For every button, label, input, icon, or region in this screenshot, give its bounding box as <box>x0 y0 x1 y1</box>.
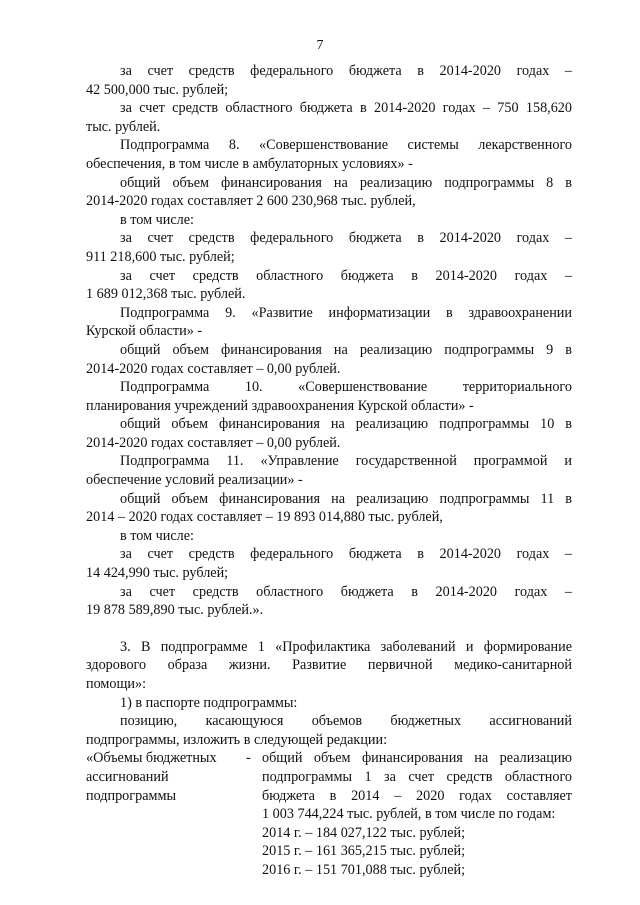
paragraph-line: 1 689 012,368 тыс. рублей. <box>86 286 246 303</box>
table-right-line: 2014 г. – 184 027,122 тыс. рублей; <box>262 824 466 841</box>
paragraph-line: подпрограммы, изложить в следующей редакции: <box>86 731 388 748</box>
table-right-column <box>262 749 572 879</box>
subprogram-11-federal: за счет средств федерального бюджета в 2014-2020 годах – <box>120 546 572 563</box>
paragraph-line: 2014-2020 годах составляет 2 600 230,968 тыс. рублей, <box>86 193 416 210</box>
table-right-line: подпрограммы 1 за счет средств областного <box>262 768 572 785</box>
paragraph-line: 2014-2020 годах составляет – 0,00 рублей. <box>86 434 341 451</box>
section-spacer <box>86 620 572 638</box>
subprogram-9-total: общий объем финансирования на реализацию подпрограммы 9 в <box>120 341 572 358</box>
paragraph-line: помощи»: <box>86 676 147 692</box>
subprogram-11-total: общий объем финансирования на реализацию подпрограммы 11 в <box>120 490 572 507</box>
including-label: в том числе: <box>120 527 194 544</box>
subprogram-11-regional: за счет средств областного бюджета в 2014-2020 годах – <box>120 583 572 600</box>
budget-allocation-table <box>86 749 572 879</box>
paragraph-line: 2014-2020 годах составляет – 0,00 рублей. <box>86 360 341 377</box>
subprogram-10-title: Подпрограмма 10. «Совершенствование территориального <box>120 379 572 396</box>
paragraph-line: 42 500,000 тыс. рублей; <box>86 81 229 98</box>
document-body <box>86 62 572 880</box>
table-left-line: подпрограммы <box>86 787 176 804</box>
subprogram-8-title: Подпрограмма 8. «Совершенствование системы лекарственного <box>120 137 572 154</box>
including-label: в том числе: <box>120 211 194 228</box>
subprogram-8-total: общий объем финансирования на реализацию подпрограммы 8 в <box>120 174 572 191</box>
page-number: 7 <box>316 38 324 53</box>
position-paragraph: позицию, касающуюся объемов бюджетных ассигнований <box>120 713 572 730</box>
paragraph-line: 14 424,990 тыс. рублей; <box>86 565 229 582</box>
paragraph-line: здорового образа жизни. Развитие первичной медико-санитарной <box>86 657 572 674</box>
table-left-column <box>86 749 246 879</box>
table-dash: - <box>246 750 251 767</box>
item-1-passport: 1) в паспорте подпрограммы: <box>120 694 298 711</box>
subprogram-10-total: общий объем финансирования на реализацию подпрограммы 10 в <box>120 416 572 433</box>
table-left-line: «Объемы бюджетных <box>86 750 217 767</box>
paragraph-line: 2014 – 2020 годах составляет – 19 893 014,880 тыс. рублей, <box>86 509 443 526</box>
paragraph-line: планирования учреждений здравоохранения Курской области» - <box>86 397 474 414</box>
paragraph-line: обеспечения, в том числе в амбулаторных условиях» - <box>86 155 413 172</box>
table-right-line: бюджета в 2014 – 2020 годах составляет <box>262 787 572 804</box>
table-right-line: 1 003 744,224 тыс. рублей, в том числе по годам: <box>262 806 556 823</box>
paragraph-line: обеспечение условий реализации» - <box>86 472 303 489</box>
subprogram-9-title: Подпрограмма 9. «Развитие информатизации в здравоохранении <box>120 304 572 321</box>
paragraph-regional-budget-7: за счет средств областного бюджета в 2014-2020 годах – 750 158,620 <box>120 100 572 117</box>
table-right-line: 2016 г. – 151 701,088 тыс. рублей; <box>262 861 466 878</box>
subprogram-11-title: Подпрограмма 11. «Управление государственной программой и <box>120 453 572 470</box>
paragraph-federal-budget-7: за счет средств федерального бюджета в 2014-2020 годах – <box>120 63 572 79</box>
subprogram-8-regional: за счет средств областного бюджета в 2014-2020 годах – <box>120 267 572 284</box>
table-right-line: 2015 г. – 161 365,215 тыс. рублей; <box>262 843 466 860</box>
paragraph-line: Курской области» - <box>86 323 203 340</box>
table-left-line: ассигнований <box>86 768 169 785</box>
paragraph-line: 911 218,600 тыс. рублей; <box>86 248 235 265</box>
subprogram-8-federal: за счет средств федерального бюджета в 2014-2020 годах – <box>120 230 572 247</box>
paragraph-line: 19 878 589,890 тыс. рублей.». <box>86 602 264 619</box>
section-3-heading: 3. В подпрограмме 1 «Профилактика заболеваний и формирование <box>120 638 572 655</box>
table-right-line: общий объем финансирования на реализацию <box>262 750 572 767</box>
paragraph-line: тыс. рублей. <box>86 118 161 135</box>
